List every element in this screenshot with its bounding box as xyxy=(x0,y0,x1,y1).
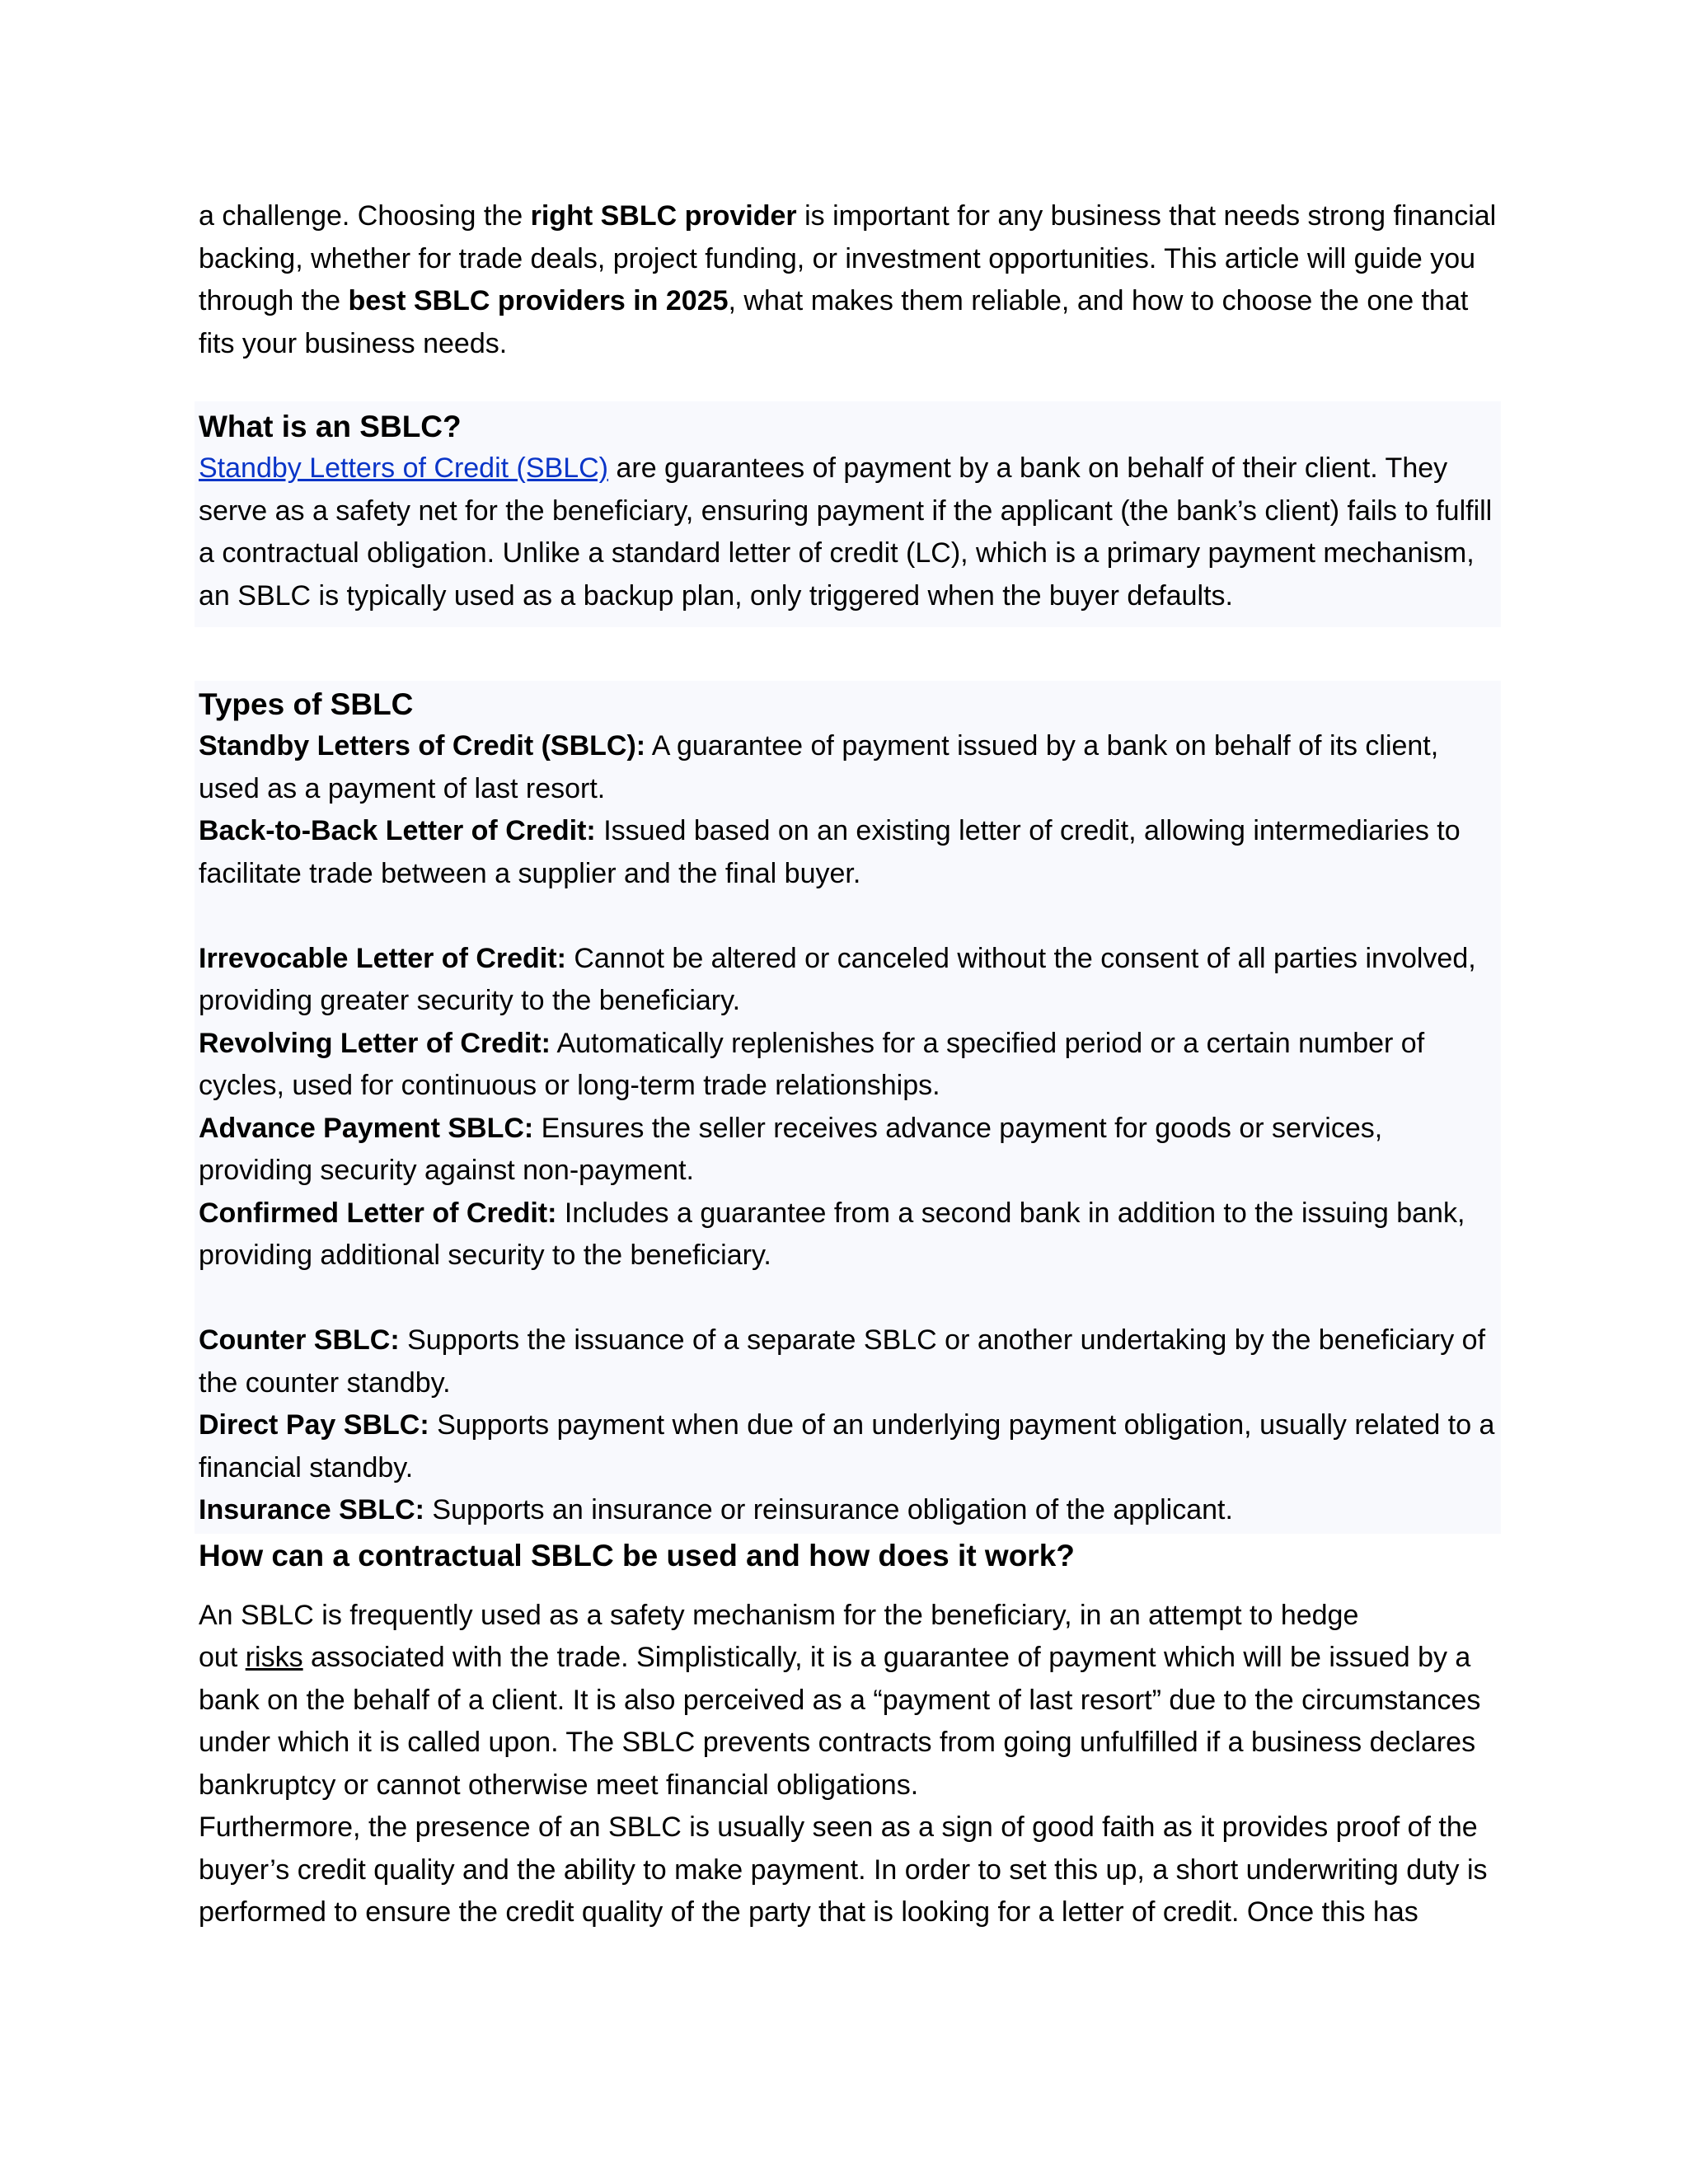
type-item xyxy=(199,1489,1497,1532)
what-is-paragraph xyxy=(199,448,1497,617)
type-desc: A guarantee of payment issued by a bank on behalf of its client, used as a payment of last resort. xyxy=(199,730,1439,804)
how-p1-line1: An SBLC is frequently used as a safety mechanism for the beneficiary, in an attempt to hedge xyxy=(199,1599,1359,1631)
intro-text-3: , what makes them reliable, and how to choose the one that fits your business needs. xyxy=(199,285,1469,359)
type-term: Direct Pay SBLC: xyxy=(199,1409,429,1441)
type-item xyxy=(199,1193,1497,1277)
intro-text-1: a challenge. Choosing the xyxy=(199,200,531,232)
type-item xyxy=(199,725,1497,810)
intro-paragraph xyxy=(199,195,1497,365)
intro-bold-2: best SBLC providers in 2025 xyxy=(348,285,729,316)
type-item xyxy=(199,1319,1497,1404)
how-p1-rest: associated with the trade. Simplistically, it is a guarantee of payment which will be issued by a bank on the behalf of a client. It is also perceived as a “payment of last resort” due to the circumstances under which it is called upon. The SBLC prevents contracts from going unfulfilled if a business declares bankruptcy or cannot otherwise meet financial obligations. xyxy=(199,1642,1481,1801)
sblc-link[interactable]: Standby Letters of Credit (SBLC) xyxy=(199,452,609,484)
type-desc: Issued based on an existing letter of credit, allowing intermediaries to facilitate trade between a supplier and the final buyer. xyxy=(199,815,1461,889)
type-term: Irrevocable Letter of Credit: xyxy=(199,942,566,974)
type-desc: Automatically replenishes for a specified period or a certain number of cycles, used for continuous or long-term trade relationships. xyxy=(199,1027,1425,1101)
what-is-body: are guarantees of payment by a bank on behalf of their client. They serve as a safety net for the beneficiary, ensuring payment if the applicant (the bank’s client) fails to fulfill a contractual obligation. Unlike a standard letter of credit (LC), which is a primary payment mechanism, an SBLC is typically used as a backup plan, only triggered when the buyer defaults. xyxy=(199,452,1493,612)
type-term: Standby Letters of Credit (SBLC): xyxy=(199,730,646,762)
type-term: Back-to-Back Letter of Credit: xyxy=(199,815,596,846)
document-content xyxy=(199,195,1497,1934)
type-desc: Cannot be altered or canceled without the consent of all parties involved, providing greater security to the beneficiary. xyxy=(199,942,1476,1016)
how-heading: How can a contractual SBLC be used and how does it work? xyxy=(199,1538,1075,1572)
type-item xyxy=(199,810,1497,895)
type-term: Insurance SBLC: xyxy=(199,1494,424,1526)
type-term: Advance Payment SBLC: xyxy=(199,1112,534,1144)
how-p1-out: out xyxy=(199,1642,246,1673)
type-desc: Ensures the seller receives advance payment for goods or services, providing security against non-payment. xyxy=(199,1112,1383,1186)
type-desc: Includes a guarantee from a second bank in addition to the issuing bank, providing additional security to the beneficiary. xyxy=(199,1197,1465,1271)
type-desc: Supports the issuance of a separate SBLC or another undertaking by the beneficiary of the counter standby. xyxy=(199,1324,1486,1399)
risks-link[interactable]: risks xyxy=(245,1642,303,1673)
type-term: Confirmed Letter of Credit: xyxy=(199,1197,557,1229)
type-desc: Supports an insurance or reinsurance obligation of the applicant. xyxy=(424,1494,1233,1526)
type-item xyxy=(199,1023,1497,1108)
types-heading: Types of SBLC xyxy=(199,687,414,721)
how-paragraph-1 xyxy=(199,1595,1497,1807)
type-item xyxy=(199,1404,1497,1489)
types-section xyxy=(195,681,1501,1534)
how-paragraph-2: Furthermore, the presence of an SBLC is usually seen as a sign of good faith as it provides proof of the buyer’s credit quality and the ability to make payment. In order to set this up, a short underwriting duty is performed to ensure the credit quality of the party that is looking for a letter of credit. Once this has xyxy=(199,1811,1488,1928)
what-is-section xyxy=(195,401,1501,627)
intro-bold-1: right SBLC provider xyxy=(530,200,797,232)
intro-text-2: is important for any business that needs strong financial backing, whether for trade deals, project funding, or investment opportunities. This article will guide you through the xyxy=(199,200,1497,316)
type-term: Revolving Letter of Credit: xyxy=(199,1027,551,1059)
blank-line xyxy=(199,1277,1497,1320)
type-term: Counter SBLC: xyxy=(199,1324,400,1356)
type-item xyxy=(199,1108,1497,1193)
blank-line xyxy=(199,895,1497,938)
type-desc: Supports payment when due of an underlying payment obligation, usually related to a financial standby. xyxy=(199,1409,1495,1483)
what-is-heading: What is an SBLC? xyxy=(199,410,462,443)
type-item xyxy=(199,938,1497,1023)
